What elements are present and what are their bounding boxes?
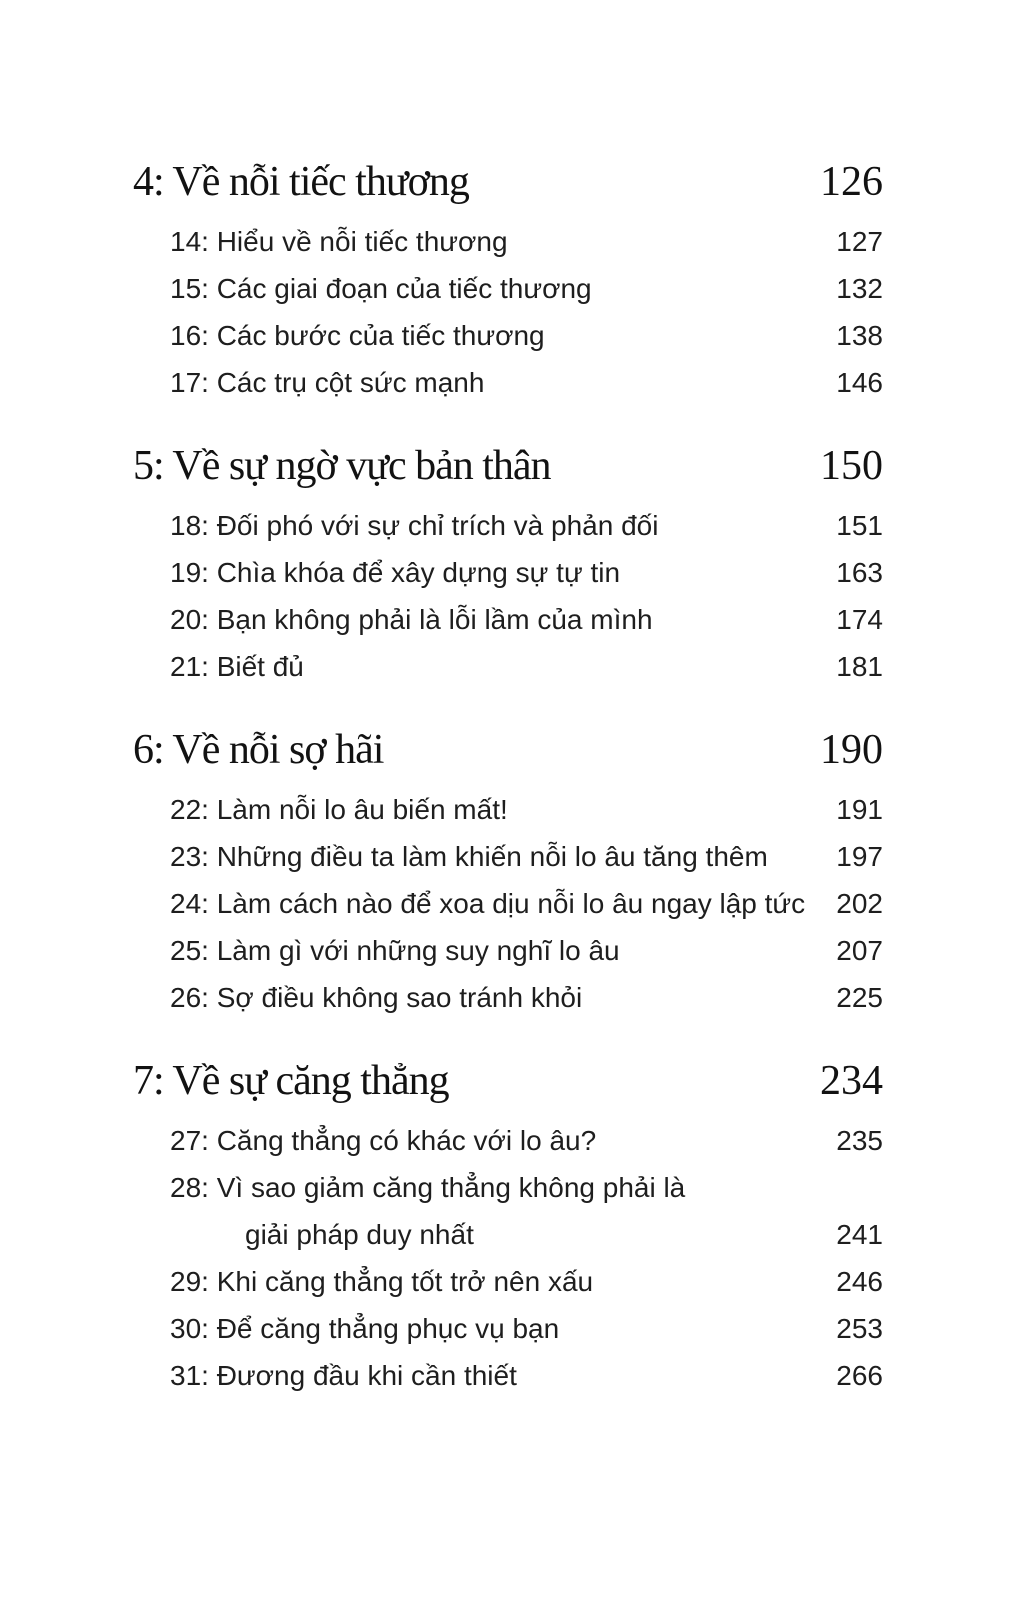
toc-entry <box>133 833 883 880</box>
section-page-number: 150 <box>820 443 883 489</box>
toc-entry <box>133 359 883 406</box>
toc-section <box>133 442 883 690</box>
toc-entry-page-number: 235 <box>836 1125 883 1156</box>
toc-entry-page-number: 241 <box>836 1219 883 1250</box>
toc-entry <box>133 549 883 596</box>
toc-entry-label: 22: Làm nỗi lo âu biến mất! <box>170 794 508 825</box>
toc-entry-label: 25: Làm gì với những suy nghĩ lo âu <box>170 935 620 966</box>
toc-entry-label: 27: Căng thẳng có khác với lo âu? <box>170 1125 597 1156</box>
section-heading-row <box>133 726 883 774</box>
toc-entry-label <box>170 1164 685 1258</box>
toc-entry-page-number: 181 <box>836 651 883 682</box>
toc-entry-page-number: 163 <box>836 557 883 588</box>
toc-entry <box>133 974 883 1021</box>
toc-entry-label: 20: Bạn không phải là lỗi lầm của mình <box>170 604 653 635</box>
toc-entry-label: 29: Khi căng thẳng tốt trở nên xấu <box>170 1266 594 1297</box>
toc-entry-line2: giải pháp duy nhất <box>245 1219 474 1250</box>
section-title: 7: Về sự căng thẳng <box>133 1058 449 1104</box>
toc-section <box>133 726 883 1021</box>
section-title: 4: Về nỗi tiếc thương <box>133 159 469 205</box>
toc-entry <box>133 218 883 265</box>
toc-entry-label: 24: Làm cách nào để xoa dịu nỗi lo âu ngay lập tức <box>170 888 806 919</box>
toc-entry-page-number: 138 <box>836 320 883 351</box>
toc-entry-page-number: 197 <box>836 841 883 872</box>
toc-entry <box>133 502 883 549</box>
toc-entry <box>133 927 883 974</box>
section-page-number: 126 <box>820 159 883 205</box>
toc-entry-line1: 28: Vì sao giảm căng thẳng không phải là <box>170 1172 686 1203</box>
toc-section <box>133 1057 883 1399</box>
toc-entry <box>133 1164 883 1258</box>
toc-entry-page-number: 253 <box>836 1313 883 1344</box>
toc-entry <box>133 880 883 927</box>
toc-entry <box>133 643 883 690</box>
toc-entry-page-number: 132 <box>836 273 883 304</box>
toc-entry-label: 18: Đối phó với sự chỉ trích và phản đối <box>170 510 659 541</box>
toc-entry <box>133 1305 883 1352</box>
toc-entry <box>133 1258 883 1305</box>
toc-entry <box>133 596 883 643</box>
section-heading-row <box>133 442 883 490</box>
toc-entry-page-number: 246 <box>836 1266 883 1297</box>
toc-entry <box>133 312 883 359</box>
toc-entry-page-number: 266 <box>836 1360 883 1391</box>
toc-entry-page-number: 127 <box>836 226 883 257</box>
toc-entry-page-number: 151 <box>836 510 883 541</box>
toc-entry-page-number: 225 <box>836 982 883 1013</box>
toc-entry-label: 19: Chìa khóa để xây dựng sự tự tin <box>170 557 621 588</box>
toc-entry-label: 26: Sợ điều không sao tránh khỏi <box>170 982 583 1013</box>
toc-entry-page-number: 202 <box>836 888 883 919</box>
toc-entry-label: 14: Hiểu về nỗi tiếc thương <box>170 226 508 257</box>
toc-section <box>133 158 883 406</box>
toc-entry <box>133 786 883 833</box>
toc-entry-label: 16: Các bước của tiếc thương <box>170 320 545 351</box>
table-of-contents <box>133 158 883 1399</box>
section-page-number: 190 <box>820 727 883 773</box>
toc-entry-label: 30: Để căng thẳng phục vụ bạn <box>170 1313 560 1344</box>
toc-entry-label: 23: Những điều ta làm khiến nỗi lo âu tăng thêm <box>170 841 768 872</box>
toc-entry <box>133 1352 883 1399</box>
section-title: 5: Về sự ngờ vực bản thân <box>133 443 551 489</box>
section-heading-row <box>133 1057 883 1105</box>
toc-entry <box>133 1117 883 1164</box>
toc-entry-page-number: 191 <box>836 794 883 825</box>
section-title: 6: Về nỗi sợ hãi <box>133 727 384 773</box>
toc-entry-page-number: 174 <box>836 604 883 635</box>
toc-entry <box>133 265 883 312</box>
toc-entry-label: 15: Các giai đoạn của tiếc thương <box>170 273 592 304</box>
toc-entry-label: 21: Biết đủ <box>170 651 304 682</box>
toc-entry-label: 31: Đương đầu khi cần thiết <box>170 1360 517 1391</box>
section-heading-row <box>133 158 883 206</box>
toc-entry-page-number: 207 <box>836 935 883 966</box>
toc-entry-label: 17: Các trụ cột sức mạnh <box>170 367 485 398</box>
section-page-number: 234 <box>820 1058 883 1104</box>
toc-entry-page-number: 146 <box>836 367 883 398</box>
